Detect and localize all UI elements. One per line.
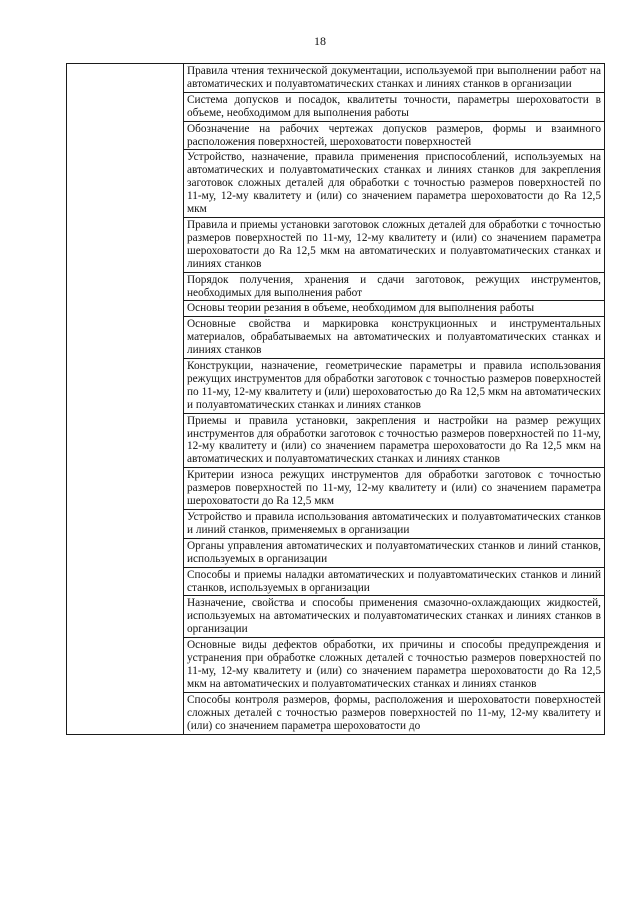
row-text: Приемы и правила установки, закрепления и настройки на размер режущих инструментов для обработки заготовок с точностью размеров поверхностей по 11-му, 12-му квалитету и (или) со значением параметра шероховатости до Ra 12,5 мкм на автоматических и полуавтоматических станках и линиях станков	[187, 414, 601, 466]
row-text: Правила и приемы установки заготовок сложных деталей для обработки с точностью размеров поверхностей по 11-му, 12-му квалитету и (или) со значением параметра шероховатости до Ra 12,5 мкм на автоматических и полуавтоматических станках и линиях станков	[187, 218, 601, 270]
content-cell	[184, 64, 605, 93]
content-cell	[184, 301, 605, 317]
row-text: Правила чтения технической документации, используемой при выполнении работ на автоматических и полуавтоматических станках и линиях станков в организации	[187, 65, 601, 90]
row-text: Конструкции, назначение, геометрические параметры и правила использования режущих инструментов для обработки заготовок с точностью размеров поверхностей по 11-му, 12-му квалитету и (или) шероховатостью до Ra 12,5 мкм на автоматических и полуавтоматических станках и линиях станков	[187, 360, 601, 411]
content-cell	[184, 359, 605, 414]
content-cell	[184, 150, 605, 218]
row-text: Основные свойства и маркировка конструкционных и инструментальных материалов, обрабатываемых на автоматических и полуавтоматических станках и линиях станков	[187, 318, 601, 357]
row-text: Обозначение на рабочих чертежах допусков размеров, формы и взаимного расположения поверхностей, шероховатости поверхностей	[187, 122, 601, 148]
content-cell	[184, 510, 605, 539]
row-text: Органы управления автоматических и полуавтоматических станков и линий станков, используемых в организации	[187, 539, 601, 565]
knowledge-requirements-table	[66, 63, 605, 735]
row-text: Критерии износа режущих инструментов для обработки заготовок с точностью размеров поверхностей по 11-му, 12-му квалитету и (или) со значением параметра шероховатости до Ra 12,5 мкм	[187, 469, 601, 508]
row-text: Способы контроля размеров, формы, расположения и шероховатости поверхностей сложных деталей с точностью размеров поверхностей по 11-му, 12-му квалитету и (или) со значением параметра шероховатости до	[187, 693, 601, 732]
row-text: Назначение, свойства и способы применения смазочно-охлаждающих жидкостей, используемых на автоматических и полуавтоматических станках и линиях станков в организации	[187, 597, 601, 636]
row-text: Основы теории резания в объеме, необходимом для выполнения работы	[187, 302, 535, 315]
content-cell	[184, 413, 605, 468]
row-text: Основные виды дефектов обработки, их причины и способы предупреждения и устранения при обработке сложных деталей с точностью размеров поверхностей по 11-му, 12-му квалитету и (или) со значением параметра шероховатости до Ra 12,5 мкм на автоматических и полуавтоматических станках и линиях станков	[187, 639, 601, 690]
content-cell	[184, 692, 605, 734]
content-cell	[184, 638, 605, 693]
content-cell	[184, 538, 605, 567]
content-cell	[184, 217, 605, 272]
content-cell	[184, 92, 605, 121]
content-cell	[184, 121, 605, 150]
row-text: Устройство, назначение, правила применения приспособлений, используемых на автоматических и полуавтоматических станках и линиях станков для закрепления заготовок сложных деталей для обработки с точностью размеров поверхностей по 11-му, 12-му квалитету и (или) со значением параметра шероховатости до Ra 12,5 мкм	[187, 151, 601, 216]
row-text: Система допусков и посадок, квалитеты точности, параметры шероховатости в объеме, необходимом для выполнения работы	[187, 93, 601, 119]
content-cell	[184, 272, 605, 301]
content-cell	[184, 468, 605, 510]
content-cell	[184, 596, 605, 638]
page-number: 18	[314, 34, 326, 48]
label-cell	[67, 64, 184, 735]
table-row	[67, 64, 605, 93]
row-text: Способы и приемы наладки автоматических и полуавтоматических станков и линий станков, используемых в организации	[187, 568, 601, 594]
row-text: Устройство и правила использования автоматических и полуавтоматических станков и линий станков, применяемых в организации	[187, 511, 601, 536]
row-text: Порядок получения, хранения и сдачи заготовок, режущих инструментов, необходимых для выполнения работ	[187, 273, 601, 299]
content-cell	[184, 317, 605, 359]
content-cell	[184, 567, 605, 596]
